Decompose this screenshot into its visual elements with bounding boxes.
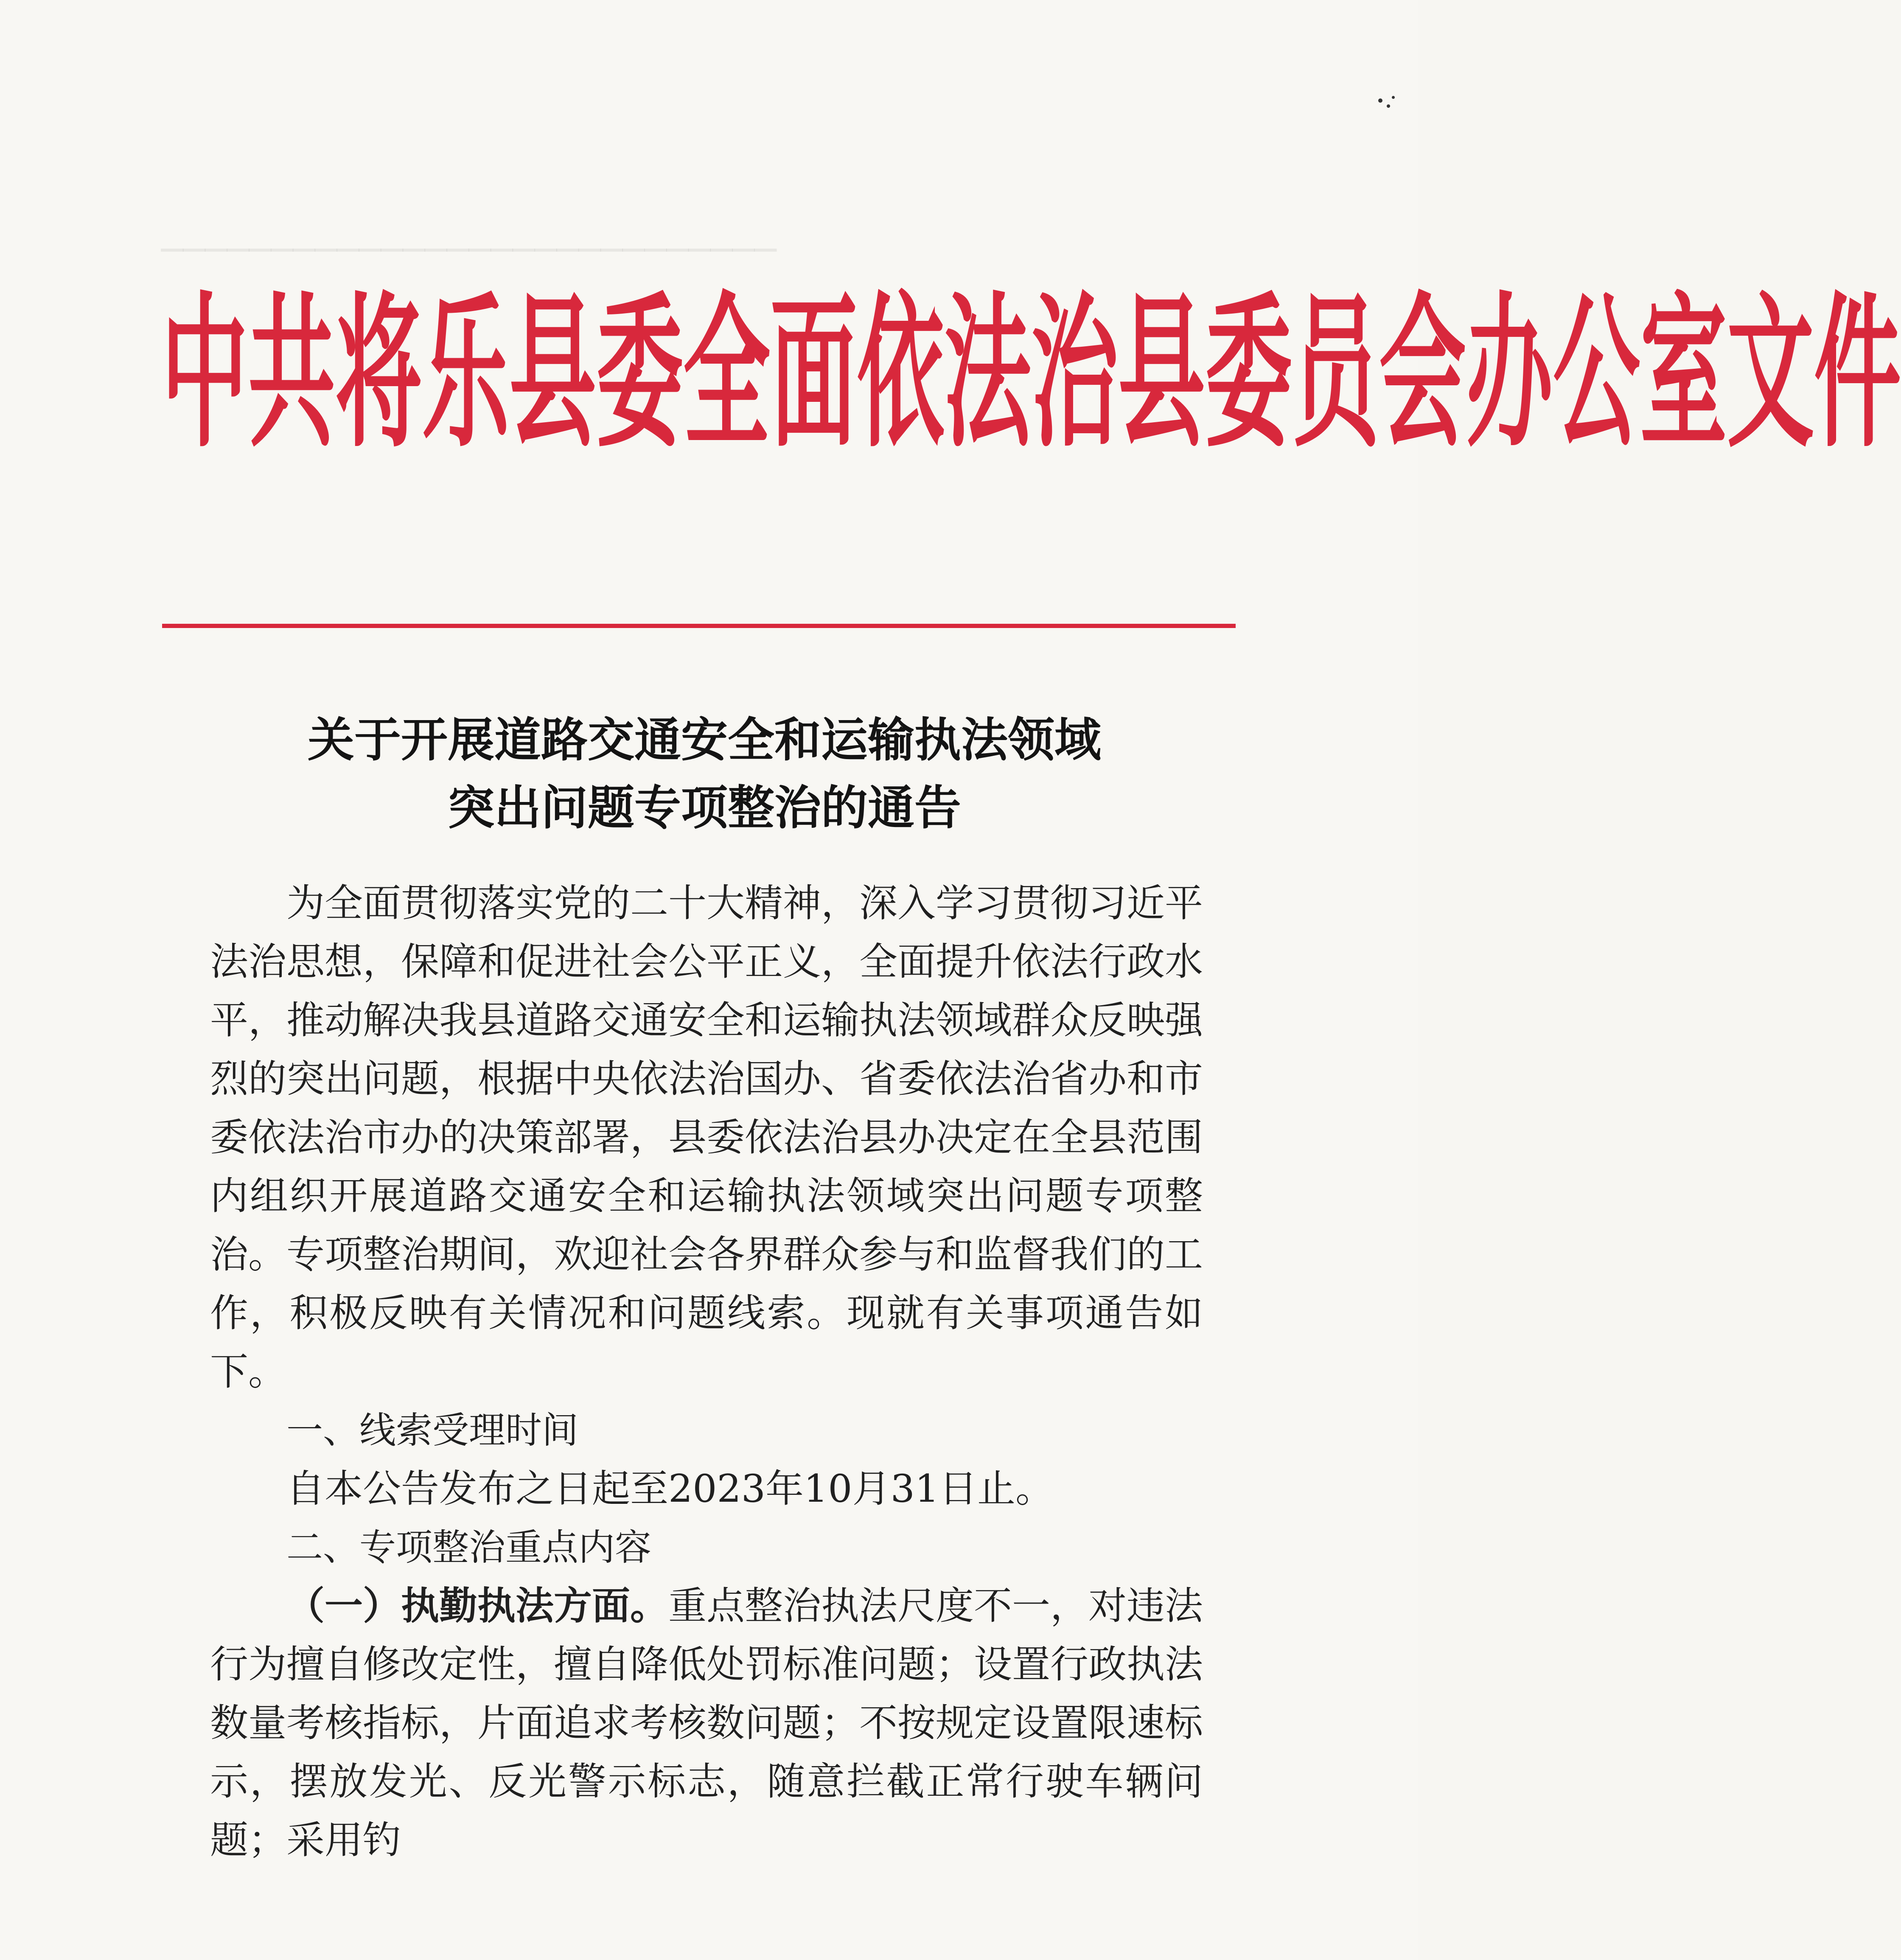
- document-body: [210, 874, 1203, 1870]
- scan-speck: [1392, 96, 1395, 99]
- document-title-line-2: 突出问题专项整治的通告: [448, 780, 961, 835]
- section-1-heading: 一、线索受理时间: [286, 1409, 578, 1452]
- section-2-heading: 二、专项整治重点内容: [286, 1526, 651, 1569]
- red-header-org-title: 中共将乐县委全面依法治县委员会办公室文件: [161, 277, 1901, 470]
- bleed-through-text: ────────────────────────────: [161, 229, 777, 272]
- intro-paragraph: 为全面贯彻落实党的二十大精神，深入学习贯彻习近平法治思想，保障和促进社会公平正义，全面提升依法行政水平，推动解决我县道路交通安全和运输执法领域群众反映强烈的突出问题，根据中央依法治国办、省委依法治省办和市委依法治市办的决策部署，县委依法治县办决定在全县范围内组织开展道路交通安全和运输执法领域突出问题专项整治。专项整治期间，欢迎社会各界群众参与和监督我们的工作，积极反映有关情况和问题线索。现就有关事项通告如下。: [210, 881, 1203, 1394]
- document-title-line-1: 关于开展道路交通安全和运输执法领域: [308, 712, 1101, 767]
- document-title: [170, 706, 1239, 842]
- item-1-label: （一）执勤执法方面。: [286, 1584, 668, 1628]
- section-1-text: 自本公告发布之日起至2023年10月31日止。: [286, 1466, 1054, 1511]
- red-divider-line: [162, 624, 1236, 628]
- scan-speck: [1387, 104, 1390, 108]
- item-1-text: 重点整治执法尺度不一，对违法行为擅自修改定性，擅自降低处罚标准问题；设置行政执法数量考核指标，片面追求考核数问题；不按规定设置限速标示，摆放发光、反光警示标志，随意拦截正常行驶车辆问题；采用钓: [210, 1584, 1203, 1862]
- scan-speck: [1378, 98, 1382, 103]
- item-1-paragraph: [210, 1577, 1203, 1870]
